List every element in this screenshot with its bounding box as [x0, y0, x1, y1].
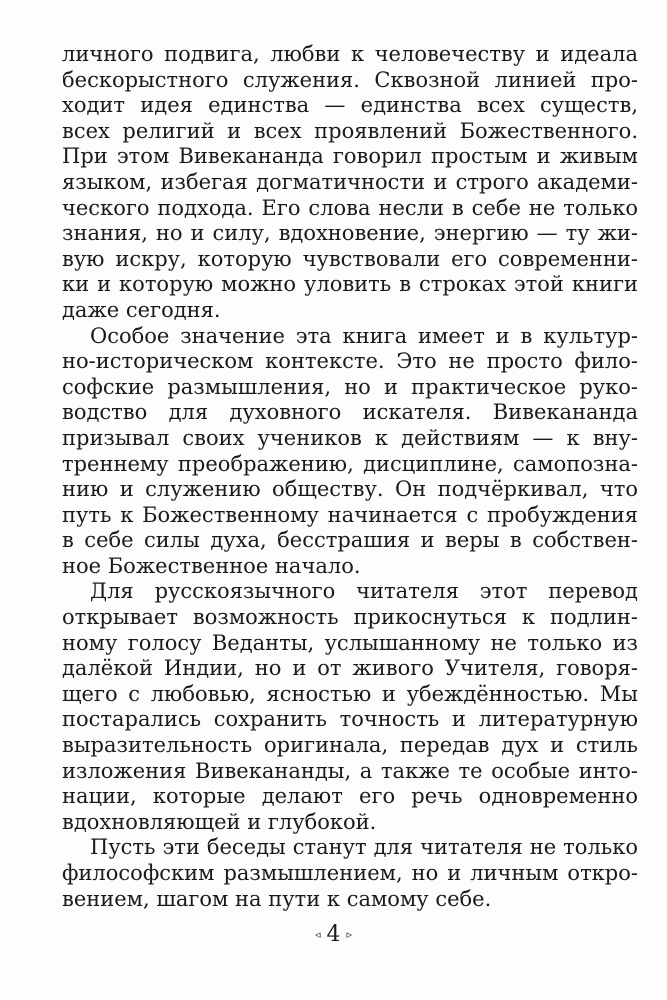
text-line: личного подвига, любви к человечеству и идеала [62, 42, 638, 66]
text-line: треннему преображению, дисциплине, самопозна- [62, 451, 638, 476]
text-line: изложения Вивекананды, а также те особые инто- [62, 758, 638, 783]
text-line: водство для духовного искателя. Вивекананда [62, 400, 638, 425]
text-line: Пусть эти беседы станут для читателя не только [90, 835, 638, 860]
text-line: Особое значение эта книга имеет и в культур- [90, 323, 638, 348]
text-line: ческого подхода. Его слова несли в себе не только [62, 195, 638, 220]
text-line: даже сегодня. [62, 297, 221, 322]
text-line: ходит идея единства — единства всех существ, [62, 93, 638, 118]
text-line: постарались сохранить точность и литературную [62, 707, 638, 732]
text-line: Для русскоязычного читателя этот перевод [90, 579, 638, 604]
text-line: путь к Божественному начинается с пробуждения [62, 502, 638, 527]
text-line: открывает возможность прикоснуться к подлин- [62, 605, 638, 630]
right-triangle-icon: ▹ [346, 928, 353, 941]
text-line: всех религий и всех проявлений Божественного. [62, 118, 638, 143]
text-line: бескорыстного служения. Сквозной линией про- [62, 67, 638, 92]
left-triangle-icon: ◃ [314, 928, 321, 941]
text-line: щего с любовью, ясностью и убеждённостью. Мы [62, 681, 638, 706]
text-line: ному голосу Веданты, услышанному не только из [62, 630, 638, 655]
text-line: софские размышления, но и практическое руко- [62, 374, 638, 399]
text-line: философским размышлением, но и личным откро- [62, 861, 638, 885]
text-line: но-историческом контексте. Это не просто фило- [62, 349, 638, 374]
text-line: далёкой Индии, но и от живого Учителя, говоря- [62, 656, 638, 681]
text-line: языком, избегая догматичности и строго академи- [62, 169, 638, 194]
text-line: ки и которую можно уловить в строках этой книги [62, 272, 638, 297]
text-line: нию и служению обществу. Он подчёркивал, что [62, 477, 638, 502]
body-text [62, 42, 638, 912]
text-line: в себе силы духа, бесстрашия и веры в собствен- [62, 528, 638, 553]
text-line: При этом Вивекананда говорил простым и живым [62, 144, 638, 169]
text-line: нации, которые делают его речь одновременно [62, 784, 638, 809]
text-line: вением, шагом на пути к самому себе. [62, 886, 492, 911]
text-line: вдохновляющей и глубокой. [62, 809, 377, 834]
text-line: вую искру, которую чувствовали его современни- [62, 246, 638, 271]
text-line: знания, но и силу, вдохновение, энергию — ту жи- [62, 221, 638, 246]
text-line: ное Божественное начало. [62, 553, 361, 578]
text-line: призывал своих учеников к действиям — к вну- [62, 425, 638, 450]
text-line: выразительность оригинала, передав дух и стиль [62, 733, 638, 758]
page-number: 4 [326, 922, 341, 947]
page-footer [0, 920, 667, 950]
